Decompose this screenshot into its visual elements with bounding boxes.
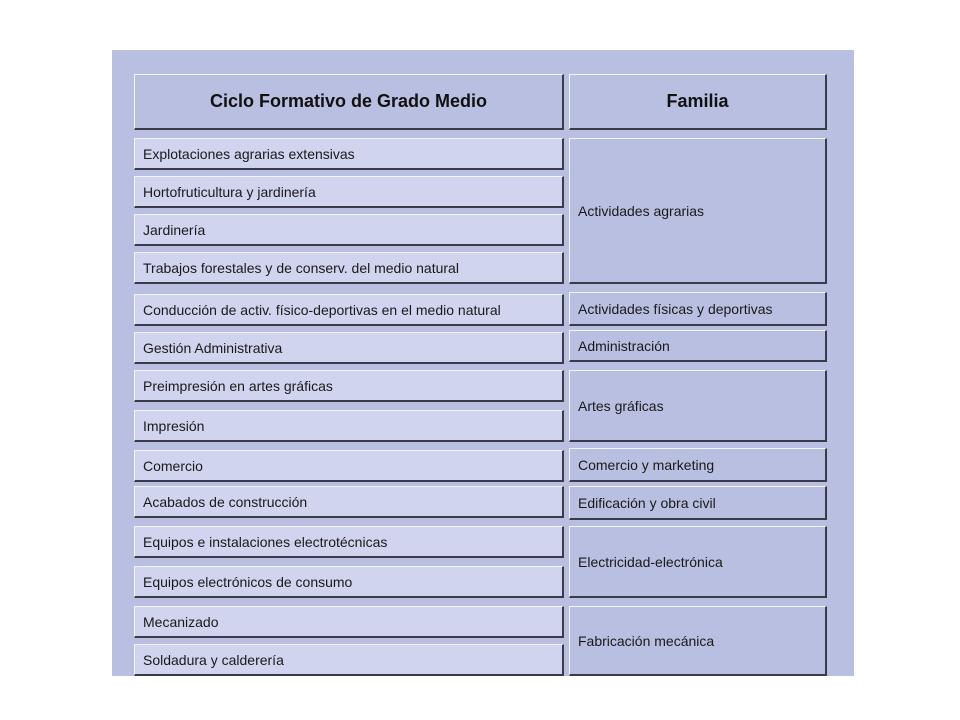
ciclo-cell: Explotaciones agrarias extensivas bbox=[134, 138, 564, 170]
ciclo-cell: Mecanizado bbox=[134, 606, 564, 638]
ciclo-cell: Gestión Administrativa bbox=[134, 332, 564, 364]
ciclo-cell: Hortofruticultura y jardinería bbox=[134, 176, 564, 208]
familia-cell: Artes gráficas bbox=[569, 370, 827, 442]
ciclo-cell: Impresión bbox=[134, 410, 564, 442]
ciclo-cell: Comercio bbox=[134, 450, 564, 482]
ciclo-cell: Preimpresión en artes gráficas bbox=[134, 370, 564, 402]
familia-cell: Actividades agrarias bbox=[569, 138, 827, 284]
ciclo-cell: Soldadura y calderería bbox=[134, 644, 564, 676]
ciclo-cell: Equipos e instalaciones electrotécnicas bbox=[134, 526, 564, 558]
familia-cell: Comercio y marketing bbox=[569, 448, 827, 482]
familia-cell: Actividades físicas y deportivas bbox=[569, 292, 827, 326]
familia-cell: Fabricación mecánica bbox=[569, 606, 827, 676]
ciclo-cell: Equipos electrónicos de consumo bbox=[134, 566, 564, 598]
table-panel bbox=[112, 50, 854, 676]
familia-cell: Edificación y obra civil bbox=[569, 486, 827, 520]
familia-cell: Electricidad-electrónica bbox=[569, 526, 827, 598]
ciclo-cell: Trabajos forestales y de conserv. del medio natural bbox=[134, 252, 564, 284]
header-ciclo: Ciclo Formativo de Grado Medio bbox=[134, 74, 564, 130]
header-familia: Familia bbox=[569, 74, 827, 130]
familia-cell: Administración bbox=[569, 330, 827, 362]
ciclo-cell: Jardinería bbox=[134, 214, 564, 246]
ciclo-cell: Acabados de construcción bbox=[134, 486, 564, 518]
ciclo-cell: Conducción de activ. físico-deportivas en el medio natural bbox=[134, 294, 564, 326]
